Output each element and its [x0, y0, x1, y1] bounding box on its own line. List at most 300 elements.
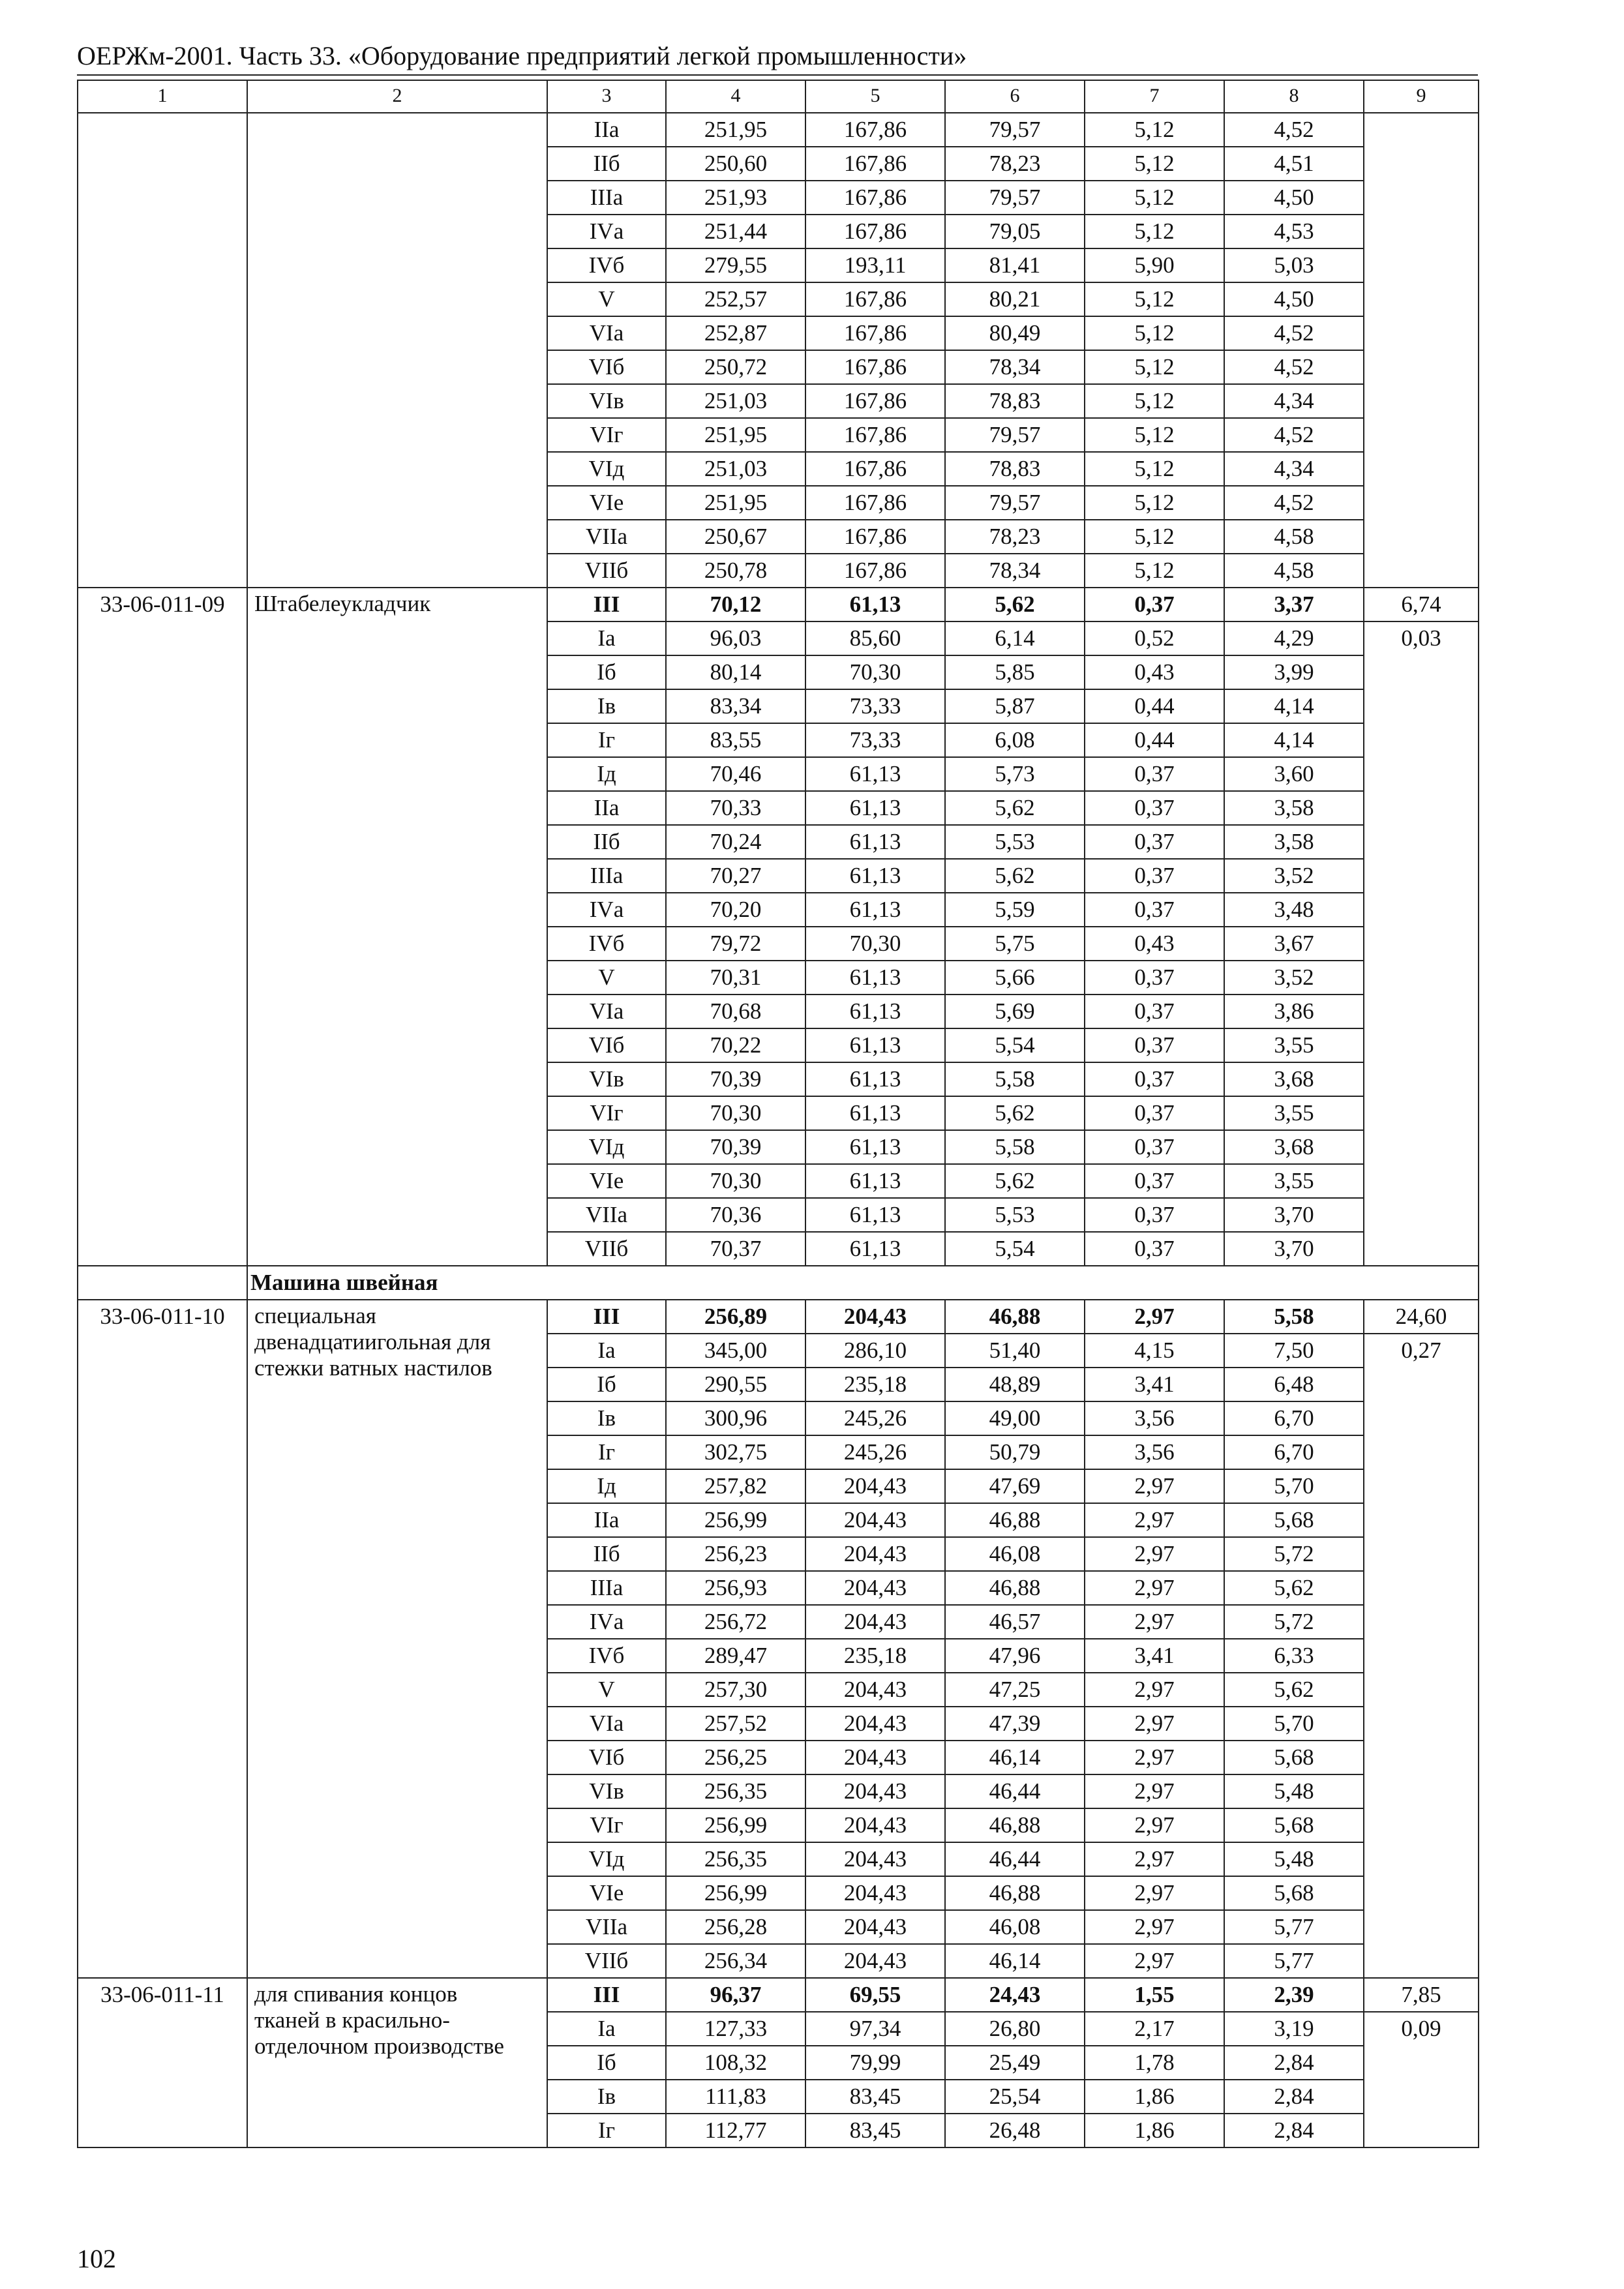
value-cell: 46,88 [945, 1876, 1085, 1910]
zone-cell: Iг [547, 723, 666, 757]
value-cell: 79,57 [945, 113, 1085, 147]
value-cell: 204,43 [805, 1842, 945, 1876]
code-cell: 33-06-011-11 [78, 1978, 247, 2147]
value-cell: 5,58 [945, 1062, 1085, 1096]
value-cell: 46,57 [945, 1605, 1085, 1639]
value-cell: 256,23 [666, 1537, 805, 1571]
value-cell: 0,37 [1085, 859, 1224, 893]
zone-cell: IVа [547, 1605, 666, 1639]
value-cell: 250,60 [666, 147, 805, 181]
value-cell: 4,15 [1085, 1334, 1224, 1368]
value-cell: 83,55 [666, 723, 805, 757]
value-cell: 256,93 [666, 1571, 805, 1605]
value-cell: 3,68 [1224, 1130, 1364, 1164]
value-cell: 0,37 [1085, 1232, 1224, 1266]
value-cell: 61,13 [805, 825, 945, 859]
value-cell: 167,86 [805, 316, 945, 350]
value-cell: 61,13 [805, 1096, 945, 1130]
value-cell: 0,44 [1085, 689, 1224, 723]
value-cell: 61,13 [805, 1232, 945, 1266]
value-cell: 3,68 [1224, 1062, 1364, 1096]
value-cell: 81,41 [945, 248, 1085, 282]
value-cell: 256,25 [666, 1741, 805, 1774]
value-cell: 167,86 [805, 350, 945, 384]
value-cell: 127,33 [666, 2012, 805, 2046]
value-cell: 245,26 [805, 1435, 945, 1469]
value-cell: 46,08 [945, 1537, 1085, 1571]
value-cell: 345,00 [666, 1334, 805, 1368]
value-cell: 4,52 [1224, 350, 1364, 384]
value-cell: 5,12 [1085, 113, 1224, 147]
value-cell: 256,28 [666, 1910, 805, 1944]
value-cell: 4,52 [1224, 316, 1364, 350]
value-cell: 251,03 [666, 384, 805, 418]
value-cell: 5,70 [1224, 1707, 1364, 1741]
value-cell: 7,50 [1224, 1334, 1364, 1368]
value-cell: 47,96 [945, 1639, 1085, 1673]
value-cell: 6,48 [1224, 1368, 1364, 1401]
value-cell: 61,13 [805, 893, 945, 927]
zone-cell: VIе [547, 486, 666, 520]
value-cell: 256,34 [666, 1944, 805, 1978]
value-cell: 5,77 [1224, 1944, 1364, 1978]
value-cell: 4,58 [1224, 554, 1364, 588]
value-cell: 193,11 [805, 248, 945, 282]
value-cell: 5,12 [1085, 554, 1224, 588]
value-cell: 70,39 [666, 1062, 805, 1096]
value-cell: 3,37 [1224, 588, 1364, 621]
value-cell: 46,88 [945, 1300, 1085, 1334]
value-cell: 2,84 [1224, 2046, 1364, 2080]
zone-cell: IVб [547, 1639, 666, 1673]
value-cell: 5,12 [1085, 147, 1224, 181]
value-cell: 251,95 [666, 113, 805, 147]
zone-cell: VIIб [547, 1944, 666, 1978]
value-cell: 256,35 [666, 1842, 805, 1876]
zone-cell: Iа [547, 1334, 666, 1368]
value-cell: 78,23 [945, 147, 1085, 181]
value-cell: 3,19 [1224, 2012, 1364, 2046]
value-cell: 2,97 [1085, 1842, 1224, 1876]
value-cell: 4,14 [1224, 723, 1364, 757]
column-number: 3 [547, 80, 666, 113]
value-cell: 0,37 [1085, 1164, 1224, 1198]
value-cell: 0,37 [1085, 1130, 1224, 1164]
zone-cell: Iб [547, 2046, 666, 2080]
value-cell: 61,13 [805, 1130, 945, 1164]
value-cell: 4,52 [1224, 418, 1364, 452]
value-cell: 46,08 [945, 1910, 1085, 1944]
zone-cell: Iб [547, 1368, 666, 1401]
value-cell: 3,70 [1224, 1232, 1364, 1266]
value-cell: 0,37 [1085, 588, 1224, 621]
zone-cell: IVб [547, 927, 666, 961]
column-number: 6 [945, 80, 1085, 113]
value-cell: 5,66 [945, 961, 1085, 995]
table-row [78, 588, 1479, 621]
zone-cell: VIг [547, 1808, 666, 1842]
value-cell: 70,68 [666, 995, 805, 1028]
value-cell: 167,86 [805, 181, 945, 215]
value-cell: 5,12 [1085, 215, 1224, 248]
value-cell: 5,58 [945, 1130, 1085, 1164]
value-cell: 167,86 [805, 520, 945, 554]
zone-cell: VIIа [547, 1198, 666, 1232]
value-cell: 70,22 [666, 1028, 805, 1062]
value-cell: 3,99 [1224, 655, 1364, 689]
value-cell: 83,45 [805, 2114, 945, 2147]
value-cell: 79,05 [945, 215, 1085, 248]
page-header-title: ОЕРЖм-2001. Часть 33. «Оборудование предприятий легкой промышленности» [77, 41, 967, 70]
table-row [78, 113, 1479, 147]
value-cell: 5,73 [945, 757, 1085, 791]
value-cell: 70,30 [666, 1096, 805, 1130]
zone-cell: VIб [547, 350, 666, 384]
column-9-cell [1364, 113, 1479, 588]
zone-cell: VIб [547, 1028, 666, 1062]
value-cell: 204,43 [805, 1876, 945, 1910]
table-header [78, 80, 1479, 113]
value-cell: 5,12 [1085, 282, 1224, 316]
zone-cell: IIIа [547, 859, 666, 893]
value-cell: 2,97 [1085, 1876, 1224, 1910]
value-cell: 4,50 [1224, 181, 1364, 215]
value-cell: 4,34 [1224, 452, 1364, 486]
value-cell: 80,14 [666, 655, 805, 689]
value-cell: 3,67 [1224, 927, 1364, 961]
value-cell: 204,43 [805, 1605, 945, 1639]
value-cell: 256,89 [666, 1300, 805, 1334]
value-cell: 73,33 [805, 689, 945, 723]
value-cell: 61,13 [805, 588, 945, 621]
value-cell: 3,41 [1085, 1639, 1224, 1673]
column-number: 9 [1364, 80, 1479, 113]
value-cell: 252,87 [666, 316, 805, 350]
value-cell: 4,51 [1224, 147, 1364, 181]
zone-cell: III [547, 588, 666, 621]
value-cell: 80,49 [945, 316, 1085, 350]
value-cell: 251,44 [666, 215, 805, 248]
value-cell: 0,37 [1085, 1096, 1224, 1130]
value-cell: 3,60 [1224, 757, 1364, 791]
column-number: 4 [666, 80, 805, 113]
value-cell: 204,43 [805, 1910, 945, 1944]
value-cell: 79,57 [945, 181, 1085, 215]
value-cell: 79,57 [945, 486, 1085, 520]
zone-cell: Iг [547, 2114, 666, 2147]
zone-cell: VIIб [547, 1232, 666, 1266]
value-cell: 85,60 [805, 621, 945, 655]
value-cell: 235,18 [805, 1368, 945, 1401]
value-cell: 49,00 [945, 1401, 1085, 1435]
value-cell: 5,69 [945, 995, 1085, 1028]
value-cell: 2,97 [1085, 1469, 1224, 1503]
value-cell: 6,08 [945, 723, 1085, 757]
value-cell: 251,03 [666, 452, 805, 486]
value-cell: 0,44 [1085, 723, 1224, 757]
zone-cell: IIб [547, 147, 666, 181]
value-cell: 0,37 [1085, 791, 1224, 825]
value-cell: 70,30 [805, 927, 945, 961]
value-cell: 5,12 [1085, 384, 1224, 418]
header-rule [77, 74, 1478, 76]
value-cell: 0,37 [1085, 757, 1224, 791]
section-title: Машина швейная [247, 1266, 1479, 1300]
value-cell: 24,43 [945, 1978, 1085, 2012]
value-cell: 2,39 [1224, 1978, 1364, 2012]
value-cell: 289,47 [666, 1639, 805, 1673]
value-cell: 3,58 [1224, 825, 1364, 859]
zone-cell: VIв [547, 1774, 666, 1808]
value-cell: 3,48 [1224, 893, 1364, 927]
value-cell: 250,72 [666, 350, 805, 384]
zone-cell: IVа [547, 893, 666, 927]
zone-cell: Iа [547, 621, 666, 655]
value-cell: 204,43 [805, 1300, 945, 1334]
value-cell: 3,58 [1224, 791, 1364, 825]
value-cell: 61,13 [805, 961, 945, 995]
value-cell: 0,37 [1085, 1028, 1224, 1062]
value-cell: 5,85 [945, 655, 1085, 689]
value-cell: 167,86 [805, 384, 945, 418]
value-cell: 108,32 [666, 2046, 805, 2080]
zone-cell: VIд [547, 452, 666, 486]
value-cell: 204,43 [805, 1673, 945, 1707]
value-cell: 251,93 [666, 181, 805, 215]
value-cell: 61,13 [805, 791, 945, 825]
value-cell: 96,03 [666, 621, 805, 655]
value-cell: 78,23 [945, 520, 1085, 554]
value-cell: 5,53 [945, 1198, 1085, 1232]
value-cell: 3,55 [1224, 1028, 1364, 1062]
value-cell: 5,62 [1224, 1571, 1364, 1605]
zone-cell: VIд [547, 1842, 666, 1876]
value-cell: 4,29 [1224, 621, 1364, 655]
value-cell: 3,52 [1224, 859, 1364, 893]
value-cell: 25,54 [945, 2080, 1085, 2114]
value-cell: 47,39 [945, 1707, 1085, 1741]
value-cell: 83,34 [666, 689, 805, 723]
value-cell: 26,80 [945, 2012, 1085, 2046]
zone-cell: Iд [547, 1469, 666, 1503]
value-cell: 3,55 [1224, 1164, 1364, 1198]
value-cell: 79,99 [805, 2046, 945, 2080]
value-cell: 5,12 [1085, 520, 1224, 554]
value-cell: 250,67 [666, 520, 805, 554]
value-cell: 4,58 [1224, 520, 1364, 554]
rates-table [77, 80, 1479, 2148]
zone-cell: VIб [547, 1741, 666, 1774]
zone-cell: VIIа [547, 520, 666, 554]
value-cell: 69,55 [805, 1978, 945, 2012]
value-cell: 5,72 [1224, 1537, 1364, 1571]
value-cell: 78,83 [945, 384, 1085, 418]
code-cell: 33-06-011-09 [78, 588, 247, 1266]
value-cell: 204,43 [805, 1707, 945, 1741]
zone-cell: VIе [547, 1876, 666, 1910]
value-cell: 3,86 [1224, 995, 1364, 1028]
value-cell: 1,78 [1085, 2046, 1224, 2080]
value-cell: 1,86 [1085, 2080, 1224, 2114]
value-cell: 78,83 [945, 452, 1085, 486]
value-cell: 3,52 [1224, 961, 1364, 995]
value-cell: 61,13 [805, 1198, 945, 1232]
section-heading-row [78, 1266, 1479, 1300]
value-cell: 73,33 [805, 723, 945, 757]
value-cell: 0,43 [1085, 927, 1224, 961]
value-cell: 79,72 [666, 927, 805, 961]
value-cell: 70,37 [666, 1232, 805, 1266]
zone-cell: III [547, 1300, 666, 1334]
column-number: 5 [805, 80, 945, 113]
value-cell: 5,54 [945, 1028, 1085, 1062]
value-cell: 5,77 [1224, 1910, 1364, 1944]
value-cell: 256,99 [666, 1503, 805, 1537]
page-number: 102 [77, 2244, 116, 2273]
value-cell: 61,13 [805, 757, 945, 791]
value-cell: 0,37 [1085, 1062, 1224, 1096]
value-cell: 0,37 [1085, 961, 1224, 995]
zone-cell: VIд [547, 1130, 666, 1164]
value-cell: 4,34 [1224, 384, 1364, 418]
value-cell: 5,62 [945, 859, 1085, 893]
zone-cell: VIе [547, 1164, 666, 1198]
value-cell: 5,12 [1085, 486, 1224, 520]
value-cell: 5,54 [945, 1232, 1085, 1266]
value-cell: 4,52 [1224, 486, 1364, 520]
table-body [78, 113, 1479, 2147]
value-cell: 204,43 [805, 1774, 945, 1808]
value-cell: 250,78 [666, 554, 805, 588]
value-cell: 46,88 [945, 1571, 1085, 1605]
column-9-value: 24,60 [1364, 1300, 1479, 1334]
zone-cell: Iд [547, 757, 666, 791]
zone-cell: IVб [547, 248, 666, 282]
value-cell: 286,10 [805, 1334, 945, 1368]
value-cell: 51,40 [945, 1334, 1085, 1368]
zone-cell: IIа [547, 1503, 666, 1537]
value-cell: 70,30 [805, 655, 945, 689]
value-cell: 70,20 [666, 893, 805, 927]
value-cell: 5,58 [1224, 1300, 1364, 1334]
value-cell: 6,70 [1224, 1435, 1364, 1469]
value-cell: 257,82 [666, 1469, 805, 1503]
value-cell: 2,17 [1085, 2012, 1224, 2046]
column-9-value: 0,03 [1364, 621, 1479, 1266]
value-cell: 46,88 [945, 1503, 1085, 1537]
value-cell: 204,43 [805, 1537, 945, 1571]
zone-cell: VIIа [547, 1910, 666, 1944]
name-cell [247, 113, 547, 588]
value-cell: 204,43 [805, 1571, 945, 1605]
value-cell: 5,68 [1224, 1876, 1364, 1910]
value-cell: 2,97 [1085, 1300, 1224, 1334]
zone-cell: Iа [547, 2012, 666, 2046]
zone-cell: IIб [547, 825, 666, 859]
value-cell: 5,62 [1224, 1673, 1364, 1707]
value-cell: 204,43 [805, 1944, 945, 1978]
value-cell: 5,48 [1224, 1842, 1364, 1876]
zone-cell: VIа [547, 995, 666, 1028]
value-cell: 46,44 [945, 1774, 1085, 1808]
value-cell: 5,12 [1085, 418, 1224, 452]
value-cell: 5,53 [945, 825, 1085, 859]
code-cell: 33-06-011-10 [78, 1300, 247, 1978]
zone-cell: Iв [547, 2080, 666, 2114]
value-cell: 61,13 [805, 1062, 945, 1096]
value-cell: 80,21 [945, 282, 1085, 316]
column-number-row [78, 80, 1479, 113]
value-cell: 25,49 [945, 2046, 1085, 2080]
value-cell: 5,68 [1224, 1741, 1364, 1774]
value-cell: 4,50 [1224, 282, 1364, 316]
value-cell: 257,52 [666, 1707, 805, 1741]
column-number: 8 [1224, 80, 1364, 113]
zone-cell: IIIа [547, 1571, 666, 1605]
value-cell: 2,97 [1085, 1571, 1224, 1605]
zone-cell: Iб [547, 655, 666, 689]
value-cell: 70,36 [666, 1198, 805, 1232]
value-cell: 3,56 [1085, 1435, 1224, 1469]
value-cell: 245,26 [805, 1401, 945, 1435]
value-cell: 70,31 [666, 961, 805, 995]
value-cell: 0,37 [1085, 995, 1224, 1028]
value-cell: 256,99 [666, 1808, 805, 1842]
value-cell: 5,12 [1085, 181, 1224, 215]
value-cell: 83,45 [805, 2080, 945, 2114]
value-cell: 0,43 [1085, 655, 1224, 689]
value-cell: 61,13 [805, 995, 945, 1028]
value-cell: 70,33 [666, 791, 805, 825]
value-cell: 3,41 [1085, 1368, 1224, 1401]
value-cell: 61,13 [805, 859, 945, 893]
value-cell: 0,37 [1085, 1198, 1224, 1232]
zone-cell: VIа [547, 1707, 666, 1741]
value-cell: 5,68 [1224, 1503, 1364, 1537]
zone-cell: Iв [547, 689, 666, 723]
zone-cell: IIа [547, 113, 666, 147]
value-cell: 47,25 [945, 1673, 1085, 1707]
value-cell: 4,53 [1224, 215, 1364, 248]
zone-cell: VIв [547, 384, 666, 418]
value-cell: 2,97 [1085, 1741, 1224, 1774]
value-cell: 5,90 [1085, 248, 1224, 282]
value-cell: 3,56 [1085, 1401, 1224, 1435]
value-cell: 61,13 [805, 1028, 945, 1062]
value-cell: 167,86 [805, 452, 945, 486]
value-cell: 257,30 [666, 1673, 805, 1707]
value-cell: 167,86 [805, 147, 945, 181]
value-cell: 70,46 [666, 757, 805, 791]
value-cell: 4,14 [1224, 689, 1364, 723]
value-cell: 78,34 [945, 350, 1085, 384]
value-cell: 61,13 [805, 1164, 945, 1198]
value-cell: 5,48 [1224, 1774, 1364, 1808]
zone-cell: VIIб [547, 554, 666, 588]
value-cell: 5,62 [945, 588, 1085, 621]
value-cell: 0,52 [1085, 621, 1224, 655]
value-cell: 2,97 [1085, 1707, 1224, 1741]
value-cell: 204,43 [805, 1741, 945, 1774]
value-cell: 70,24 [666, 825, 805, 859]
value-cell: 5,12 [1085, 350, 1224, 384]
value-cell: 5,68 [1224, 1808, 1364, 1842]
column-9-value: 0,09 [1364, 2012, 1479, 2147]
value-cell: 251,95 [666, 486, 805, 520]
zone-cell: V [547, 282, 666, 316]
value-cell: 47,69 [945, 1469, 1085, 1503]
value-cell: 279,55 [666, 248, 805, 282]
